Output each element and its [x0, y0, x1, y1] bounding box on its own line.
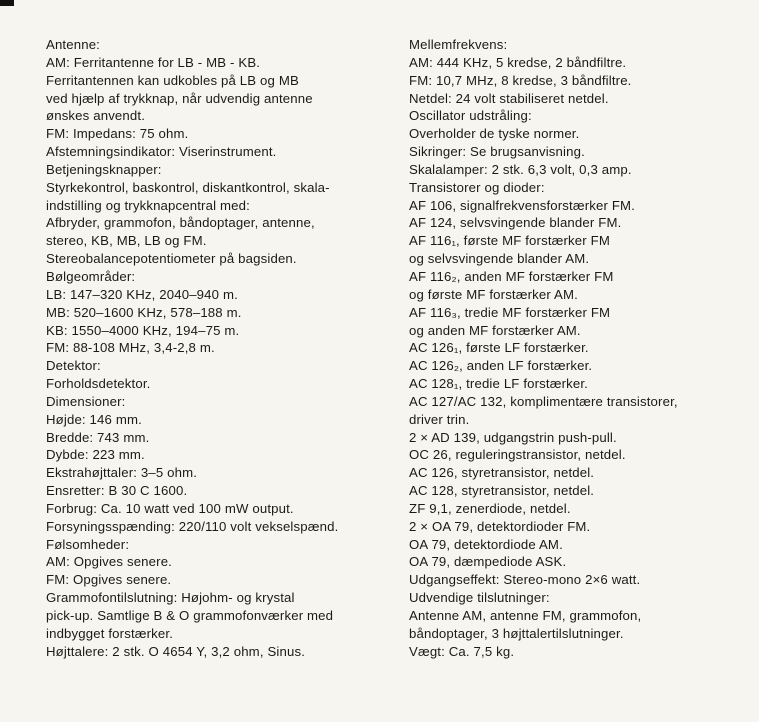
- spec-line: Dybde: 223 mm.: [46, 447, 145, 463]
- spec-line: Ferritantennen kan udkobles på LB og MB: [46, 72, 299, 88]
- spec-line: Transistorer og dioder:: [409, 179, 545, 195]
- spec-line: Højde: 146 mm.: [46, 411, 142, 427]
- spec-line: LB: 147–320 KHz, 2040–940 m.: [46, 286, 238, 302]
- spec-line: stereo, KB, MB, LB og FM.: [46, 233, 207, 249]
- spec-line: AM: 444 KHz, 5 kredse, 2 båndfiltre.: [409, 54, 627, 70]
- spec-line: og selvsvingende blander AM.: [409, 251, 590, 267]
- spec-line: AF 106, signalfrekvensforstærker FM.: [409, 197, 635, 213]
- spec-line: pick-up. Samtlige B & O grammofonværker med: [46, 608, 334, 623]
- spec-line: Grammofontilslutning: Højohm- og krystal: [46, 590, 295, 606]
- spec-line: båndoptager, 3 højttalertilslutninger.: [409, 625, 624, 641]
- spec-line: indstilling og trykknapcentral med:: [46, 197, 250, 213]
- spec-line: 2 × AD 139, udgangstrin push-pull.: [409, 429, 617, 445]
- spec-line: AC 128, styretransistor, netdel.: [409, 483, 595, 499]
- spec-line: AF 124, selvsvingende blander FM.: [409, 215, 622, 231]
- spec-line: Netdel: 24 volt stabiliseret netdel.: [409, 90, 609, 106]
- spec-line: Ekstrahøjttaler: 3–5 ohm.: [46, 465, 198, 481]
- spec-line: FM: 88-108 MHz, 3,4-2,8 m.: [46, 340, 215, 356]
- spec-line: Stereobalancepotentiometer på bagsiden.: [46, 251, 297, 267]
- spec-line: Bredde: 743 mm.: [46, 429, 150, 445]
- spec-line: KB: 1550–4000 KHz, 194–75 m.: [46, 322, 240, 338]
- spec-line: ønskes anvendt.: [46, 108, 146, 124]
- specifications-right-column: [409, 36, 754, 661]
- spec-line: AC 127/AC 132, komplimentære transistorer,: [409, 393, 678, 409]
- spec-line: Styrkekontrol, baskontrol, diskantkontrol, skala-: [46, 179, 330, 195]
- spec-line: AM: Opgives senere.: [46, 554, 172, 570]
- spec-line: Antenne AM, antenne FM, grammofon,: [409, 608, 642, 623]
- spec-line: indbygget forstærker.: [46, 625, 174, 641]
- spec-line: Skalalamper: 2 stk. 6,3 volt, 0,3 amp.: [409, 161, 632, 177]
- spec-line: AF 116₂, anden MF forstærker FM: [409, 268, 614, 284]
- spec-line: Detektor:: [46, 358, 101, 374]
- spec-line: AC 128₁, tredie LF forstærker.: [409, 376, 588, 392]
- spec-line: AC 126₁, første LF forstærker.: [409, 340, 589, 356]
- spec-line: FM: Opgives senere.: [46, 572, 172, 588]
- spec-line: driver trin.: [409, 411, 470, 427]
- spec-line: AC 126₂, anden LF forstærker.: [409, 358, 593, 374]
- spec-line: AF 116₃, tredie MF forstærker FM: [409, 304, 611, 320]
- spec-line: Højttalere: 2 stk. O 4654 Y, 3,2 ohm, Sinus.: [46, 643, 306, 659]
- spec-line: Afstemningsindikator: Viserinstrument.: [46, 144, 277, 160]
- spec-line: OA 79, dæmpediode ASK.: [409, 554, 567, 570]
- spec-line: MB: 520–1600 KHz, 578–188 m.: [46, 304, 242, 320]
- spec-line: Afbryder, grammofon, båndoptager, antenne,: [46, 215, 315, 231]
- spec-line: ZF 9,1, zenerdiode, netdel.: [409, 500, 571, 516]
- spec-line: 2 × OA 79, detektordioder FM.: [409, 518, 591, 534]
- spec-line: Ensretter: B 30 C 1600.: [46, 483, 188, 499]
- spec-line: Overholder de tyske normer.: [409, 126, 580, 142]
- spec-line: og første MF forstærker AM.: [409, 286, 578, 302]
- specifications-left-column: [46, 36, 396, 661]
- spec-line: AC 126, styretransistor, netdel.: [409, 465, 595, 481]
- spec-line: Oscillator udstråling:: [409, 108, 532, 124]
- spec-line: Sikringer: Se brugsanvisning.: [409, 144, 585, 160]
- spec-line: AM: Ferritantenne for LB - MB - KB.: [46, 54, 261, 70]
- spec-line: AF 116₁, første MF forstærker FM: [409, 233, 610, 249]
- spec-line: Antenne:: [46, 37, 100, 52]
- spec-line: Betjeningsknapper:: [46, 161, 162, 177]
- spec-line: Udvendige tilslutninger:: [409, 590, 550, 606]
- corner-registration-mark: [0, 0, 14, 6]
- spec-line: Mellemfrekvens:: [409, 37, 508, 52]
- spec-line: OC 26, reguleringstransistor, netdel.: [409, 447, 626, 463]
- spec-line: Vægt: Ca. 7,5 kg.: [409, 643, 515, 659]
- spec-line: FM: 10,7 MHz, 8 kredse, 3 båndfiltre.: [409, 72, 632, 88]
- spec-line: Bølgeområder:: [46, 268, 136, 284]
- spec-line: Udgangseffekt: Stereo-mono 2×6 watt.: [409, 572, 641, 588]
- spec-line: Dimensioner:: [46, 393, 126, 409]
- spec-line: Forsyningsspænding: 220/110 volt vekselspænd.: [46, 518, 339, 534]
- spec-line: FM: Impedans: 75 ohm.: [46, 126, 189, 142]
- spec-line: Forbrug: Ca. 10 watt ved 100 mW output.: [46, 500, 294, 516]
- spec-line: OA 79, detektordiode AM.: [409, 536, 563, 552]
- spec-line: Forholdsdetektor.: [46, 376, 151, 392]
- spec-line: ved hjælp af trykknap, når udvendig antenne: [46, 90, 313, 106]
- spec-line: og anden MF forstærker AM.: [409, 322, 581, 338]
- spec-line: Følsomheder:: [46, 536, 130, 552]
